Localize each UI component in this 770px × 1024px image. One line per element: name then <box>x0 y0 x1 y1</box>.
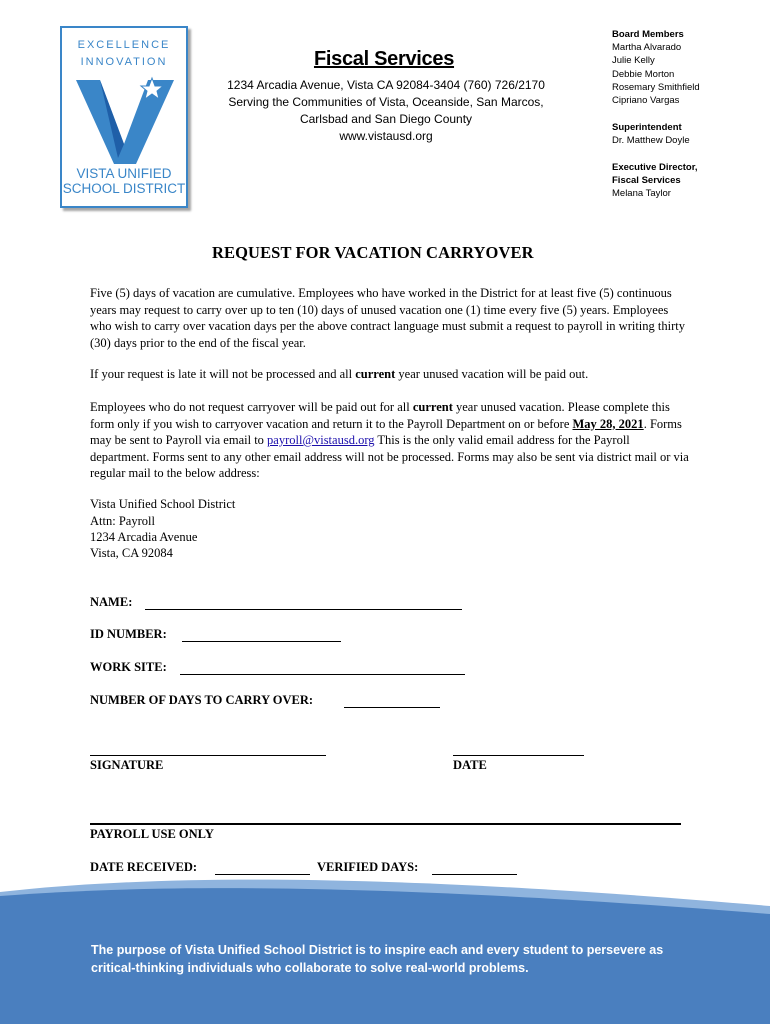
days-carryover-input-line[interactable] <box>344 707 440 708</box>
verified-days-label: VERIFIED DAYS: <box>317 860 419 874</box>
paragraph-late-request <box>90 366 690 383</box>
document-title: REQUEST FOR VACATION CARRYOVER <box>212 243 534 262</box>
header-title: Fiscal Services <box>313 48 455 70</box>
logo-name-line2: SCHOOL DISTRICT <box>62 181 186 196</box>
mission-statement <box>91 941 731 977</box>
name-label: NAME: <box>90 595 133 609</box>
header-website[interactable]: www.vistausd.org <box>339 129 433 143</box>
name-input-line[interactable] <box>145 609 462 610</box>
board-member: Cipriano Vargas <box>612 95 680 106</box>
date-received-label: DATE RECEIVED: <box>90 860 198 874</box>
board-heading: Board Members <box>612 29 684 40</box>
header-serving: Serving the Communities of Vista, Oceanside, San Marcos, <box>228 95 544 109</box>
logo-tagline-innovation: INNOVATION <box>80 56 168 68</box>
exec-director-name: Melana Taylor <box>612 188 671 199</box>
verified-days-input-line[interactable] <box>432 874 517 875</box>
signature-input-line[interactable] <box>90 755 326 756</box>
para-text: Employees who do not request carryover will be paid out for all <box>90 400 413 414</box>
address-line: Attn: Payroll <box>90 514 155 528</box>
date-input-line[interactable] <box>453 755 584 756</box>
mission-line-2: critical-thinking individuals who collaborate to solve real-world problems. <box>91 961 529 975</box>
address-line: Vista, CA 92084 <box>90 546 173 560</box>
paragraph-cumulative: Five (5) days of vacation are cumulative. Employees who have worked in the District for at least five (5) continuous years may request to carry over up to ten (10) days of unused vacation one (1) time every five (5) years. Employees who wish to carry over vacation days per the above contract language must submit a request to payroll in writing thirty (30) days prior to the end of the fiscal year. <box>90 286 685 350</box>
id-number-label: ID NUMBER: <box>90 627 167 641</box>
para-text: year unused vacation will be paid out. <box>395 367 589 381</box>
para-text: . Forms may be sent to Payroll via email to <box>90 416 682 447</box>
district-logo <box>60 26 192 212</box>
payroll-use-heading: PAYROLL USE ONLY <box>90 827 214 841</box>
para-text: If your request is late it will not be processed and all <box>90 367 356 381</box>
para-text: year unused vacation. Please complete this form only if you wish to carryover vacation and return it to the Payroll Department on or before <box>90 400 670 431</box>
deadline-date: May 28, 2021 <box>572 416 644 431</box>
logo-v-star-icon <box>70 74 178 166</box>
signature-label: SIGNATURE <box>90 758 164 772</box>
divider-rule <box>90 823 681 825</box>
superintendent-name: Dr. Matthew Doyle <box>612 135 690 146</box>
superintendent-heading: Superintendent <box>612 122 682 133</box>
board-member: Debbie Morton <box>612 69 675 80</box>
address-line: Vista Unified School District <box>90 497 236 511</box>
date-label: DATE <box>453 758 487 772</box>
board-member: Rosemary Smithfield <box>612 82 700 93</box>
paragraph-instructions <box>90 399 690 482</box>
date-received-input-line[interactable] <box>215 874 310 875</box>
board-member: Martha Alvarado <box>612 42 682 53</box>
para-text: This is the only valid email address for the Payroll department. Forms sent to any other email address will not be processed. Forms may also be sent via district mail or via regular mail to the below address: <box>90 433 689 480</box>
payroll-email-link[interactable]: payroll@vistausd.org <box>267 433 375 447</box>
header-address: 1234 Arcadia Avenue, Vista CA 92084-3404 (760) 726/2170 <box>227 78 545 92</box>
days-carryover-label: NUMBER OF DAYS TO CARRY OVER: <box>90 693 314 707</box>
address-line: 1234 Arcadia Avenue <box>90 530 198 544</box>
id-number-input-line[interactable] <box>182 641 341 642</box>
mission-line-1: The purpose of Vista Unified School District is to inspire each and every student to persevere as <box>91 943 664 957</box>
para-bold-current: current <box>412 400 453 414</box>
board-member: Julie Kelly <box>612 55 655 66</box>
logo-name-line1: VISTA UNIFIED <box>76 166 172 181</box>
exec-director-heading: Executive Director, <box>612 162 698 173</box>
logo-tagline-excellence: EXCELLENCE <box>77 39 171 51</box>
exec-director-heading-2: Fiscal Services <box>612 175 681 186</box>
header-serving-2: Carlsbad and San Diego County <box>299 112 473 126</box>
work-site-input-line[interactable] <box>180 674 465 675</box>
para-bold-current: current <box>355 367 396 381</box>
work-site-label: WORK SITE: <box>90 660 167 674</box>
